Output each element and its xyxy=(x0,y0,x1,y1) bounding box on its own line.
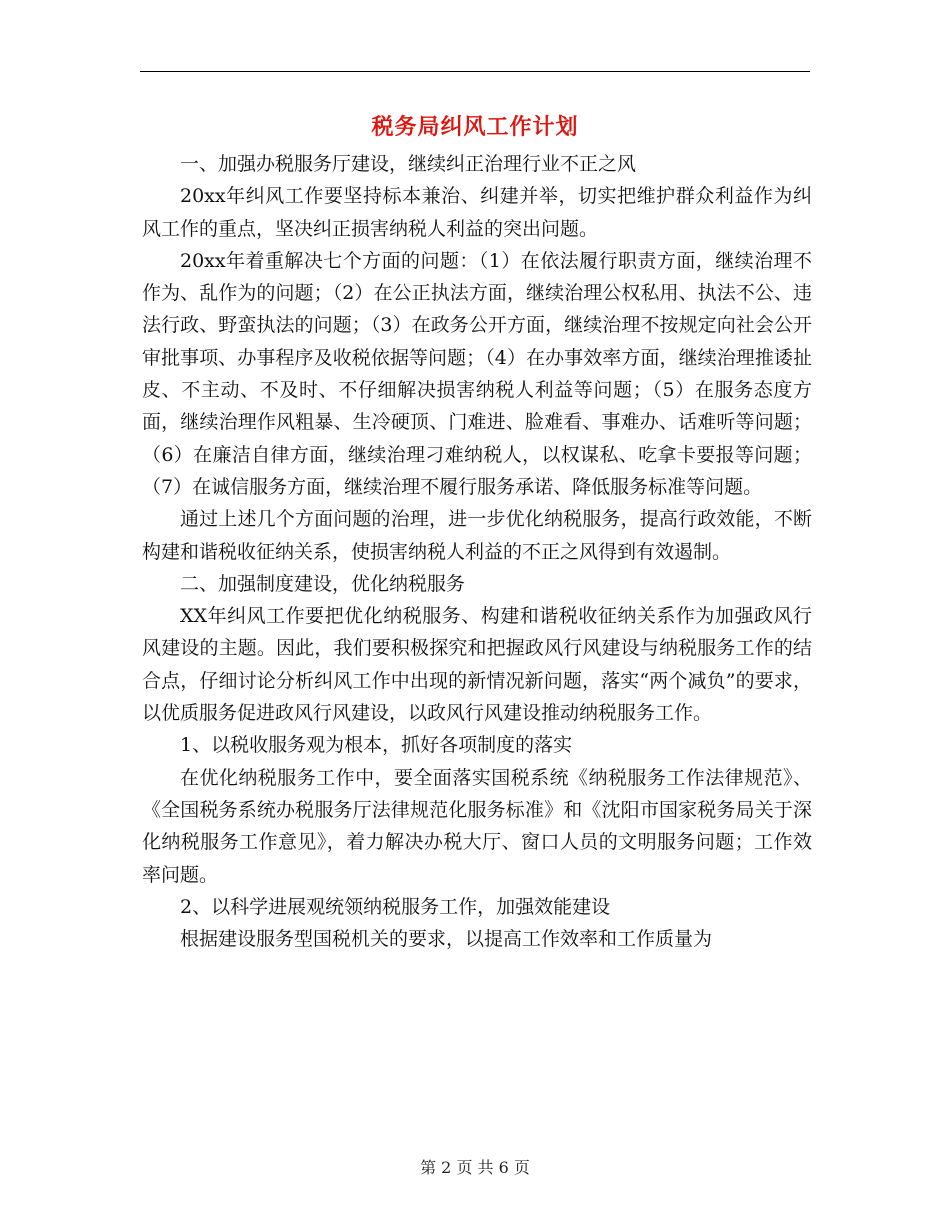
subsection-heading-2: 2、以科学进展观统领纳税服务工作，加强效能建设 xyxy=(180,895,611,918)
header-rule xyxy=(140,71,810,72)
subsection-heading-1: 1、以税收服务观为根本，抓好各项制度的落实 xyxy=(180,734,573,757)
document-body xyxy=(142,148,812,955)
section-heading-1: 一、加强办税服务厅建设，继续纠正治理行业不正之风 xyxy=(180,153,637,175)
paragraph: 20xx年纠风工作要坚持标本兼治、纠建并举，切实把维护群众利益作为纠风工作的重点，坚决纠正损害纳税人利益的突出问题。 xyxy=(142,185,812,240)
paragraph: 20xx年着重解决七个方面的问题：（1）在依法履行职责方面，继续治理不作为、乱作为的问题；（2）在公正执法方面，继续治理公权私用、执法不公、违法行政、野蛮执法的问题；（3）在政务公开方面，继续治理不按规定向社会公开审批事项、办事程序及收税依据等问题；（4）在办事效率方面，继续治理推诿扯皮、不主动、不及时、不仔细解决损害纳税人利益等问题；（5）在服务态度方面，继续治理作风粗暴、生冷硬顶、门难进、脸难看、事难办、话难听等问题；（6）在廉洁自律方面，继续治理刁难纳税人，以权谋私、吃拿卡要报等问题；（7）在诚信服务方面，继续治理不履行服务承诺、降低服务标准等问题。 xyxy=(142,249,812,498)
section-heading-2: 二、加强制度建设，优化纳税服务 xyxy=(180,572,466,595)
document-title: 税务局纠风工作计划 xyxy=(371,114,579,140)
paragraph: 根据建设服务型国税机关的要求，以提高工作效率和工作质量为 xyxy=(180,928,713,951)
paragraph: 在优化纳税服务工作中，要全面落实国税系统《纳税服务工作法律规范》、《全国税务系统办税服务厅法律规范化服务标准》和《沈阳市国家税务局关于深化纳税服务工作意见》，着力解决办税大厅、窗口人员的文明服务问题；工作效率问题。 xyxy=(142,766,812,886)
paragraph: 通过上述几个方面问题的治理，进一步优化纳税服务，提高行政效能，不断构建和谐税收征纳关系，使损害纳税人利益的不正之风得到有效遏制。 xyxy=(142,508,812,563)
page-footer: 第 2 页 共 6 页 xyxy=(420,1158,530,1177)
paragraph: XX年纠风工作要把优化纳税服务、构建和谐税收征纳关系作为加强政风行风建设的主题。因此，我们要积极探究和把握政风行风建设与纳税服务工作的结合点，仔细讨论分析纠风工作中出现的新情况新问题，落实“两个减负”的要求，以优质服务促进政风行风建设，以政风行风建设推动纳税服务工作。 xyxy=(142,605,812,725)
